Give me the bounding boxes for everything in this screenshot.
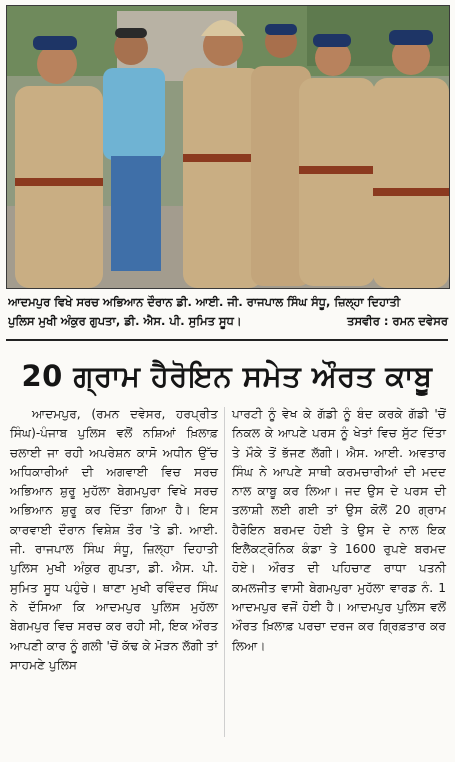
headline: 20 ਗ੍ਰਾਮ ਹੈਰੋਇਨ ਸਮੇਤ ਔਰਤ ਕਾਬੂ [21,359,433,393]
photo-credit: ਤਸਵੀਰ : ਰਮਨ ਦਵੇਸਰ [347,314,448,328]
caption-line-2: ਪੁਲਿਸ ਮੁਖੀ ਅੰਕੁਰ ਗੁਪਤਾ, ਡੀ. ਐਸ. ਪੀ. ਸੁਮਿਤ ਸੂਧ। [8,314,242,328]
column-divider [224,407,225,737]
article-column-2 [232,405,446,656]
divider [6,339,448,341]
article-column-1 [10,405,218,675]
news-photo [6,5,450,289]
photo-illustration [7,6,449,288]
photo-caption [8,290,448,336]
article-paragraph: ਆਦਮਪੁਰ, (ਰਮਨ ਦਵੇਸਰ, ਹਰਪ੍ਰੀਤ ਸਿੰਘ)-ਪੰਜਾਬ ਪੁਲਿਸ ਵਲੋਂ ਨਸ਼ਿਆਂ ਖ਼ਿਲਾਫ਼ ਚਲਾਈ ਜਾ ਰਹੀ ਅਪਰੇਸ਼ਨ ਕਾਸੋ ਅਧੀਨ ਉੱਚ ਅਧਿਕਾਰੀਆਂ ਦੀ ਅਗਵਾਈ ਵਿਚ ਸਰਚ ਅਭਿਆਨ ਸ਼ੁਰੂ ਮੁਹੱਲਾ ਬੇਗਮਪੁਰਾ ਵਿਖੇ ਸਰਚ ਅਭਿਆਨ ਸ਼ੁਰੂ ਕਰ ਦਿੱਤਾ ਗਿਆ ਹੈ। ਇਸ ਕਾਰਵਾਈ ਦੌਰਾਨ ਵਿਸ਼ੇਸ਼ ਤੌਰ 'ਤੇ ਡੀ. ਆਈ. ਜੀ. ਰਾਜਪਾਲ ਸਿੰਘ ਸੰਧੂ, ਜ਼ਿਲ੍ਹਾ ਦਿਹਾਤੀ ਪੁਲਿਸ ਮੁਖੀ ਅੰਕੁਰ ਗੁਪਤਾ, ਡੀ. ਐਸ. ਪੀ. ਸੁਮਿਤ ਸੂਧ ਪਹੁੰਚੇ। ਥਾਣਾ ਮੁਖੀ ਰਵਿੰਦਰ ਸਿੰਘ ਨੇ ਦੱਸਿਆ ਕਿ ਆਦਮਪੁਰ ਪੁਲਿਸ ਮੁਹੱਲਾ ਬੇਗਮਪੁਰ ਵਿਚ ਸਰਚ ਕਰ ਰਹੀ ਸੀ, ਇਕ ਔਰਤ ਆਪਣੀ ਕਾਰ ਨੂੰ ਗਲੀ 'ਚੋਂ ਕੱਢ ਕੇ ਮੋੜਨ ਲੱਗੀ ਤਾਂ ਸਾਹਮਣੇ ਪੁਲਿਸ [10,407,218,672]
article-paragraph: ਪਾਰਟੀ ਨੂੰ ਵੇਖ ਕੇ ਗੱਡੀ ਨੂੰ ਬੰਦ ਕਰਕੇ ਗੱਡੀ 'ਚੋਂ ਨਿਕਲ ਕੇ ਆਪਣੇ ਪਰਸ ਨੂੰ ਖੇਤਾਂ ਵਿਚ ਸੁੱਟ ਦਿੱਤਾ ਤੇ ਮੌਕੇ ਤੋਂ ਭੱਜਣ ਲੱਗੀ। ਐਸ. ਆਈ. ਅਵਤਾਰ ਸਿੰਘ ਨੇ ਆਪਣੇ ਸਾਥੀ ਕਰਮਚਾਰੀਆਂ ਦੀ ਮਦਦ ਨਾਲ ਕਾਬੂ ਕਰ ਲਿਆ। ਜਦ ਉਸ ਦੇ ਪਰਸ ਦੀ ਤਲਾਸ਼ੀ ਲਈ ਗਈ ਤਾਂ ਉਸ ਕੋਲੋਂ 20 ਗ੍ਰਾਮ ਹੈਰੋਇਨ ਬਰਮਦ ਹੋਈ ਤੇ ਉਸ ਦੇ ਨਾਲ ਇਕ ਇਲੈਕਟ੍ਰੋਨਿਕ ਕੰਡਾ ਤੇ 1600 ਰੁਪਏ ਬਰਮਦ ਹੋਏ। ਔਰਤ ਦੀ ਪਹਿਚਾਣ ਰਾਧਾ ਪਤਨੀ ਕਮਲਜੀਤ ਵਾਸੀ ਬੇਗਮਪੁਰਾ ਮੁਹੱਲਾ ਵਾਰਡ ਨੰ. 1 ਆਦਮਪੁਰ ਵਜੋਂ ਹੋਈ ਹੈ। ਆਦਮਪੁਰ ਪੁਲਿਸ ਵਲੋਂ ਔਰਤ ਖ਼ਿਲਾਫ਼ ਪਰਚਾ ਦਰਜ ਕਰ ਗ੍ਰਿਫ਼ਤਾਰ ਕਰ ਲਿਆ। [232,407,446,653]
caption-line-1: ਆਦਮਪੁਰ ਵਿਖੇ ਸਰਚ ਅਭਿਆਨ ਦੌਰਾਨ ਡੀ. ਆਈ. ਜੀ. ਰਾਜਪਾਲ ਸਿੰਘ ਸੰਧੂ, ਜ਼ਿਲ੍ਹਾ ਦਿਹਾਤੀ [8,295,401,309]
